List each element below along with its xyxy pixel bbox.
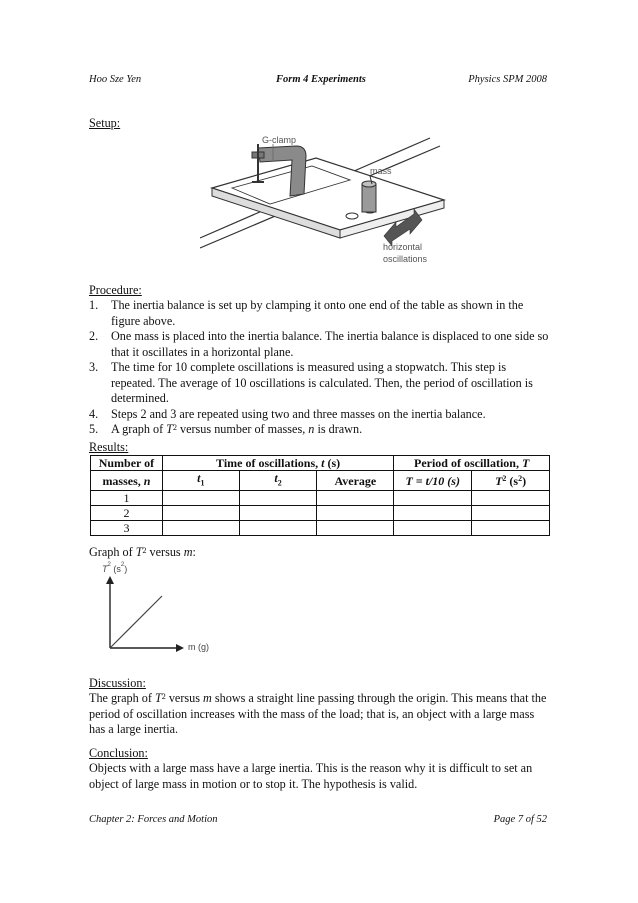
- cell-n: 1: [91, 491, 163, 506]
- cell: [394, 491, 472, 506]
- var-T: T: [155, 691, 162, 705]
- cell: [394, 521, 472, 536]
- x-axis-arrow: [176, 644, 184, 652]
- step-text-post: versus number of masses,: [176, 422, 309, 436]
- header-t2: [239, 471, 317, 491]
- trend-line: [110, 596, 162, 648]
- superscript: 2: [161, 692, 166, 701]
- step-number: 2.: [89, 329, 99, 343]
- conclusion-heading: Conclusion:: [89, 746, 148, 760]
- step-text: The time for 10 complete oscillations is measured using a stopwatch. This step is repeated. The average of 10 oscillations is calculated. Then, the period of oscillation is determined.: [111, 360, 533, 405]
- osc-label-1: horizontal: [383, 242, 423, 252]
- var-t1: t: [197, 471, 201, 485]
- step-number: 4.: [89, 406, 99, 421]
- header-period-text: Period of oscillation,: [413, 456, 522, 470]
- var-t2: t: [274, 471, 278, 485]
- superscript: 2: [120, 562, 125, 568]
- var-T: T: [495, 473, 503, 488]
- header-average: Average: [317, 471, 394, 491]
- header-period: [394, 456, 550, 471]
- header-masses: [91, 471, 163, 491]
- discussion-text: [89, 691, 551, 738]
- step-number: 5.: [89, 422, 99, 436]
- header-number-of: Number of: [91, 456, 163, 471]
- step-number: 1.: [89, 298, 99, 312]
- procedure-list: [89, 298, 549, 438]
- subscript: 1: [200, 478, 205, 488]
- var-m: m: [183, 545, 193, 559]
- graph-y-label: [102, 564, 127, 574]
- procedure-step: [89, 329, 549, 360]
- superscript: 2: [502, 473, 507, 483]
- gclamp-label: G-clamp: [262, 135, 297, 145]
- step-number: 3.: [89, 360, 99, 374]
- var-n: n: [143, 473, 151, 488]
- discussion-heading: Discussion:: [89, 676, 146, 690]
- var-n: n: [308, 422, 315, 436]
- header-T2: [472, 471, 550, 491]
- var-t: t: [321, 456, 325, 470]
- step-text-end: is drawn.: [314, 422, 363, 436]
- superscript: 2: [107, 562, 111, 568]
- sketch-graph: [96, 576, 186, 666]
- cell-n: 3: [91, 521, 163, 536]
- procedure-step: [89, 422, 549, 438]
- graph-heading-pre: Graph of: [89, 545, 136, 559]
- header-title: Form 4 Experiments: [276, 74, 366, 85]
- axis-unit-post: ): [124, 564, 128, 574]
- table-header-row: [91, 471, 550, 491]
- footer-chapter: Chapter 2: Forces and Motion: [89, 814, 218, 825]
- var-m: m: [203, 691, 212, 705]
- step-text: The inertia balance is set up by clamping it onto one end of the table as shown in the figure above.: [111, 298, 524, 328]
- var-T: T: [521, 456, 530, 470]
- procedure-step: [89, 298, 549, 329]
- header-T-formula: [394, 471, 472, 491]
- graph-heading-mid: versus: [146, 545, 184, 559]
- cell: [472, 521, 550, 536]
- superscript: 2: [172, 423, 177, 432]
- header-time-unit: (s): [324, 456, 341, 470]
- mass-label: mass: [370, 166, 392, 176]
- step-text: One mass is placed into the inertia balance. The inertia balance is displaced to one side so that it oscillates in a horizontal plane.: [111, 329, 549, 359]
- discussion-mid: versus: [165, 691, 204, 705]
- cell: [239, 506, 317, 521]
- osc-label-2: oscillations: [383, 254, 428, 264]
- graph-x-label: m (g): [188, 642, 209, 652]
- table-row: [91, 491, 550, 506]
- cell-n: 2: [91, 506, 163, 521]
- cell: [162, 521, 239, 536]
- var-T: T: [135, 545, 143, 559]
- results-heading: Results:: [89, 440, 129, 454]
- header-subject: Physics SPM 2008: [468, 74, 547, 85]
- axis-var: T: [102, 564, 108, 574]
- header-time-text: Time of oscillations,: [216, 456, 322, 470]
- footer-page-number: Page 7 of 52: [493, 814, 547, 825]
- procedure-step: [89, 407, 549, 423]
- table-row: [91, 521, 550, 536]
- formula-text: T = t/10 (s): [405, 473, 460, 488]
- cell: [394, 506, 472, 521]
- header-time: [162, 456, 393, 471]
- step-text: Steps 2 and 3 are repeated using two and three masses on the inertia balance.: [111, 406, 486, 421]
- unit-pre: (s: [506, 473, 519, 488]
- step-text-pre: A graph of: [111, 422, 167, 436]
- graph-heading: [89, 545, 196, 561]
- graph-heading-post: :: [192, 545, 196, 559]
- procedure-heading: Procedure:: [89, 283, 142, 297]
- results-table: [90, 455, 550, 536]
- cell: [239, 491, 317, 506]
- procedure-step: [89, 360, 549, 407]
- table-header-row: [91, 456, 550, 471]
- subscript: 2: [277, 478, 282, 488]
- table-row: [91, 506, 550, 521]
- setup-heading: Setup:: [89, 116, 121, 130]
- var-T: T: [166, 422, 173, 436]
- cell: [162, 491, 239, 506]
- axis-unit-pre: (s: [110, 564, 121, 574]
- superscript: 2: [142, 546, 147, 555]
- cell: [317, 491, 394, 506]
- cell: [472, 491, 550, 506]
- discussion-pre: The graph of: [89, 691, 155, 705]
- cell: [472, 506, 550, 521]
- y-axis-arrow: [106, 576, 114, 584]
- cell: [317, 506, 394, 521]
- conclusion-text: Objects with a large mass have a large inertia. This is the reason why it is difficult to set an object of large mass in motion or to stop it. The hypothesis is valid.: [89, 761, 533, 791]
- superscript: 2: [518, 473, 523, 483]
- header-t1: [162, 471, 239, 491]
- cell: [317, 521, 394, 536]
- inertia-balance-figure: [200, 130, 460, 270]
- cell: [239, 521, 317, 536]
- discussion-post: shows a straight line passing through the origin. This means that the period of oscillation increases with the mass of the load; that is, an object with a large mass has a large inertia.: [89, 691, 547, 736]
- cell: [162, 506, 239, 521]
- header-masses-text: masses,: [102, 473, 144, 488]
- header-author: Hoo Sze Yen: [89, 74, 142, 85]
- unit-post: ): [522, 473, 527, 488]
